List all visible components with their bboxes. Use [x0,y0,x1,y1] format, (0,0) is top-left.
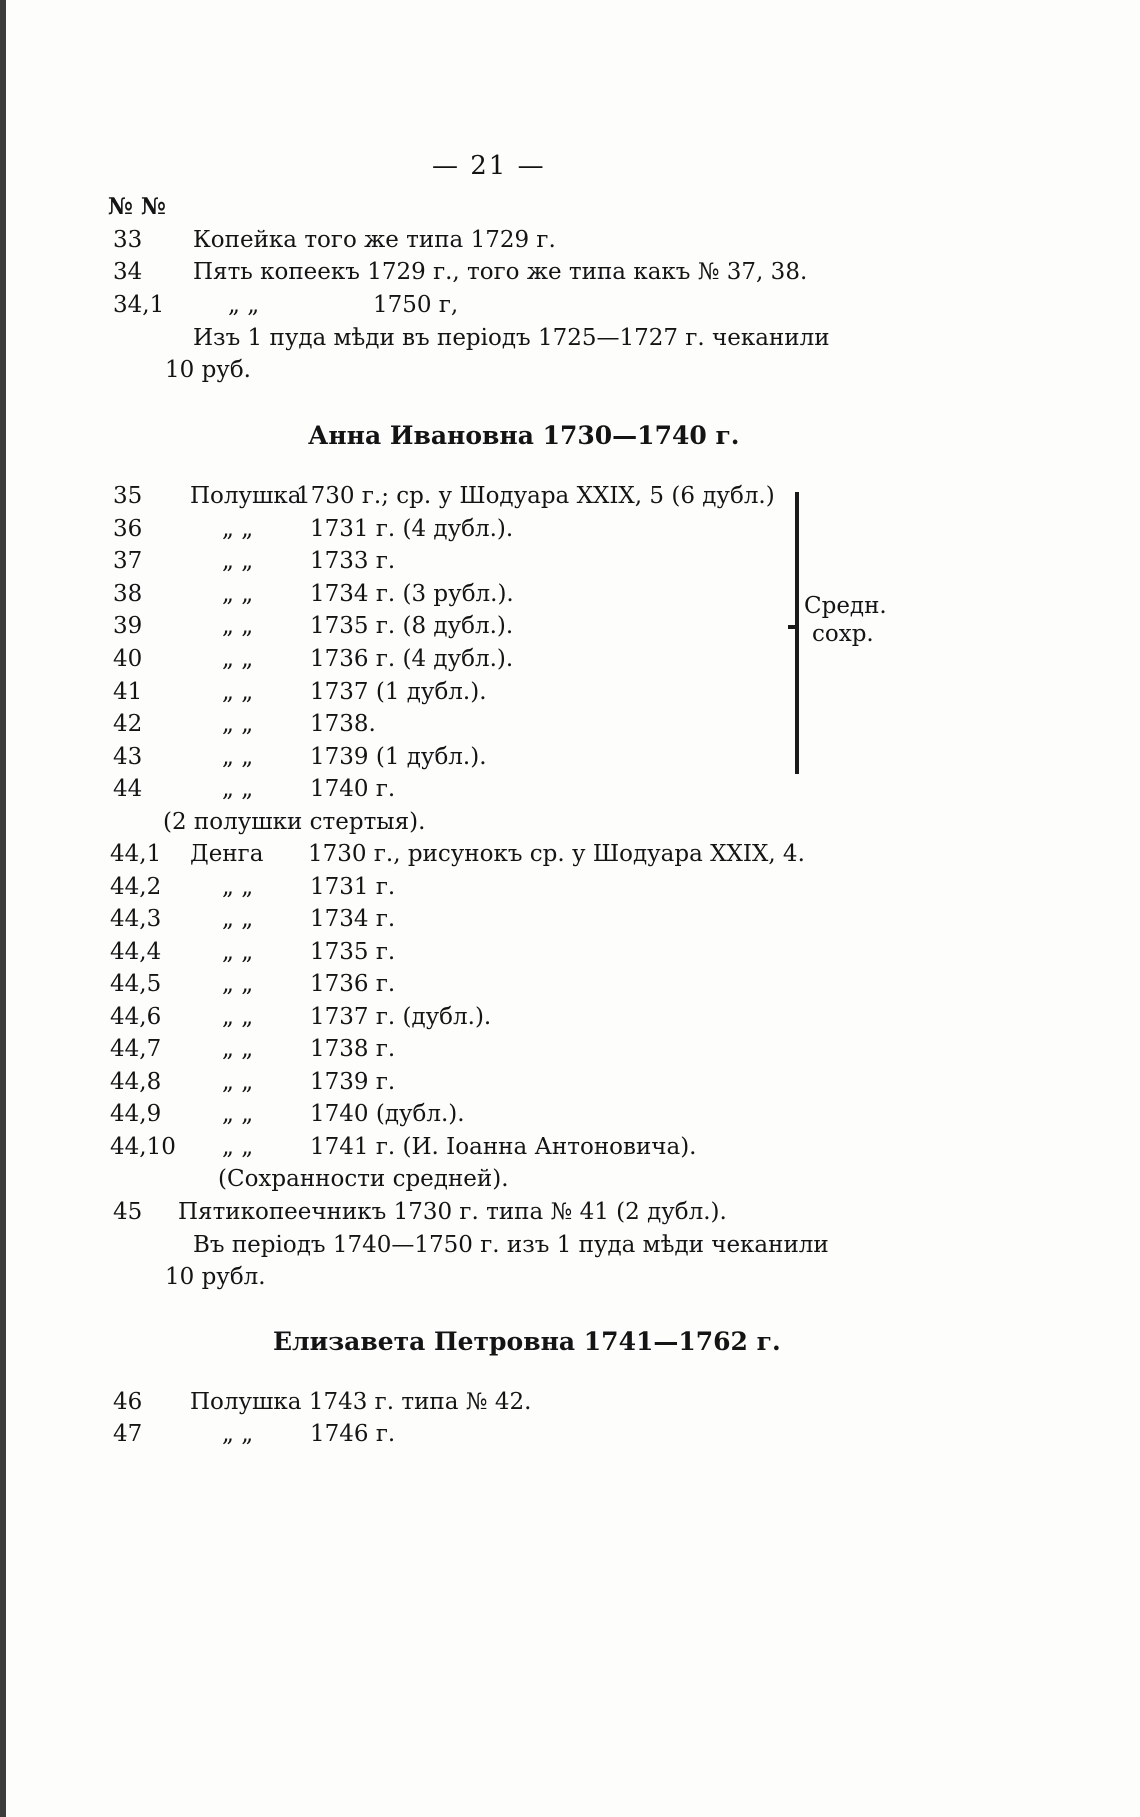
row-number: 44,3 [110,906,162,932]
row-number: 34 [113,259,143,285]
ditto-marks: „ „ [222,906,254,932]
row-denomination: Полушка [190,483,302,509]
row-number: 44,2 [110,874,162,900]
ditto-marks: „ „ [222,613,254,639]
ditto-marks: „ „ [222,581,254,607]
ditto-marks: „ „ [222,874,254,900]
brace-label: Средн. [804,593,887,619]
row-number: 44,4 [110,939,162,965]
ditto-marks: „ „ [222,548,254,574]
row-text: 1740 (дубл.). [310,1101,465,1127]
brace-label: сохр. [812,621,874,647]
row-text: 1738 г. [310,1036,396,1062]
section-heading: Елизавета Петровна 1741—1762 г. [273,1327,781,1356]
row-text: 1750 г, [373,292,459,318]
row-text: 1731 г. [310,874,396,900]
row-text: 1741 г. (И. Іоанна Антоновича). [310,1134,697,1160]
row-number: 36 [113,516,143,542]
ditto-marks: „ „ [222,971,254,997]
row-number: 35 [113,483,143,509]
note-text: 10 рубл. [165,1264,266,1290]
ditto-marks: „ „ [222,646,254,672]
ditto-marks: „ „ [222,776,254,802]
right-brace [795,492,799,774]
row-text: 1737 г. (дубл.). [310,1004,492,1030]
row-text: Пятикопеечникъ 1730 г. типа № 41 (2 дубл.). [178,1199,727,1225]
note-text: 10 руб. [165,357,251,383]
row-number: 47 [113,1421,143,1447]
row-text: 1734 г. [310,906,396,932]
row-number: 44,7 [110,1036,162,1062]
ditto-marks: „ „ [222,939,254,965]
note-text: (Сохранности средней). [218,1166,509,1192]
row-text: 1746 г. [310,1421,396,1447]
row-number: 38 [113,581,143,607]
ditto-marks: „ „ [222,711,254,737]
brace-tick [788,625,798,629]
row-text: Полушка 1743 г. типа № 42. [190,1389,532,1415]
row-number: 44,6 [110,1004,162,1030]
row-denomination: Денга [190,841,264,867]
row-text: Копейка того же типа 1729 г. [193,227,556,253]
row-number: 45 [113,1199,143,1225]
row-text: 1731 г. (4 дубл.). [310,516,514,542]
row-text: 1737 (1 дубл.). [310,679,487,705]
row-number: 33 [113,227,143,253]
row-number: 39 [113,613,143,639]
ditto-marks: „ „ [222,1134,254,1160]
ditto-marks: „ „ [222,1004,254,1030]
row-number: 42 [113,711,143,737]
row-number: 44,8 [110,1069,162,1095]
row-number: 40 [113,646,143,672]
row-number: 43 [113,744,143,770]
row-number: 44,5 [110,971,162,997]
row-text: 1736 г. (4 дубл.). [310,646,514,672]
row-text: 1733 г. [310,548,396,574]
row-text: 1735 г. [310,939,396,965]
row-text: 1736 г. [310,971,396,997]
ditto-marks: „ „ [222,1101,254,1127]
row-text: 1730 г., рисунокъ ср. у Шодуара XXIX, 4. [308,841,805,867]
page-edge [0,0,6,1817]
row-number: 46 [113,1389,143,1415]
ditto-marks: „ „ [222,744,254,770]
row-number: 37 [113,548,143,574]
row-text: 1738. [310,711,376,737]
ditto-marks: „ „ [222,516,254,542]
row-number: 44,1 [110,841,162,867]
section-heading: Анна Ивановна 1730—1740 г. [308,421,740,450]
note-text: (2 полушки стертыя). [163,809,426,835]
row-text: 1739 г. [310,1069,396,1095]
row-number: 44 [113,776,143,802]
page-number: — 21 — [432,151,546,181]
row-text: 1730 г.; ср. у Шодуара XXIX, 5 (6 дубл.) [296,483,775,509]
row-number: 44,9 [110,1101,162,1127]
ditto-marks: „ „ [222,1069,254,1095]
ditto-marks: „ „ [222,1421,254,1447]
note-text: Въ періодъ 1740—1750 г. изъ 1 пуда мѣди чеканили [193,1232,829,1258]
note-text: Изъ 1 пуда мѣди въ періодъ 1725—1727 г. чеканили [193,325,830,351]
row-text: Пять копеекъ 1729 г., того же типа какъ № 37, 38. [193,259,808,285]
nn-header: № № [108,193,167,220]
ditto-marks: „ „ [222,679,254,705]
row-text: 1740 г. [310,776,396,802]
row-number: 44,10 [110,1134,176,1160]
ditto-marks: „ „ [222,1036,254,1062]
row-number: 41 [113,679,143,705]
row-text: 1734 г. (3 рубл.). [310,581,514,607]
row-text: 1739 (1 дубл.). [310,744,487,770]
row-text: 1735 г. (8 дубл.). [310,613,514,639]
ditto-marks: „ „ [228,292,260,318]
row-number: 34,1 [113,292,165,318]
